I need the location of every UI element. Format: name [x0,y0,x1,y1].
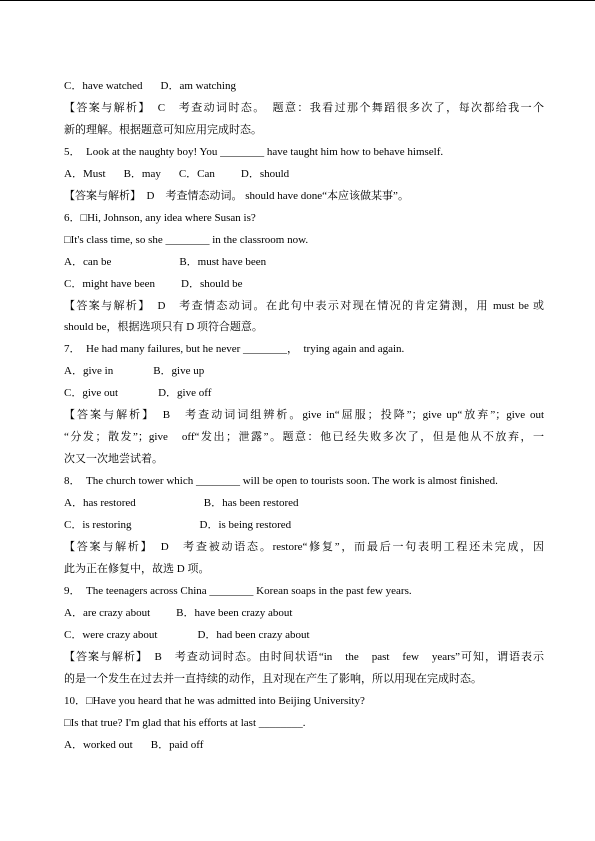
option-text: C．give out [64,387,119,400]
option-text: B．must have been [179,255,267,268]
text-line [64,540,544,554]
text-line [64,167,544,181]
option-text: A．worked out [64,738,133,751]
line-text: 【答案与解析】 C 考查动词时态。 题意：我看过那个舞蹈很多次了，每次都给我一个 [64,101,544,114]
text-line [64,342,544,356]
line-text: □Is that true? I'm glad that his efforts at last ________. [64,716,306,729]
top-rule [0,0,595,1]
text-line [64,101,544,115]
option-text: D．give off [158,387,212,400]
option-text: A．Must [64,167,106,180]
option-text: D．had been crazy about [197,628,310,641]
line-text: 【答案与解析】 D 考查情态动词。在此句中表示对现在情况的肯定猜测，用 must be 或 [64,299,544,312]
text-line [64,650,544,664]
line-text: 【答案与解析】 D 考查被动语态。restore“修复”，而最后一句表明工程还未完成，因 [64,540,544,553]
text-line [64,123,544,137]
line-text: “分发；散发”；give off“发出；泄露”。题意：他已经失败多次了，但是他从不放弃，一 [64,431,544,444]
option-text: B．give up [153,365,205,378]
option-text: A．are crazy about [64,606,151,619]
text-line [64,452,544,466]
option-text: D．should [240,167,290,180]
line-text: 【答案与解析】 B 考查动词词组辨析。give in“屈服；投降”；give up“放弃”；give out [64,409,544,422]
line-text: 次又一次地尝试着。 [64,453,163,466]
text-line [64,584,544,598]
option-text: A．can be [64,255,112,268]
text-line [64,233,544,247]
line-text: 5． Look at the naughty boy! You ________ have taught him how to behave himself. [64,145,444,158]
option-text: B．may [123,167,161,180]
option-text: D．should be [181,277,243,290]
line-text: 7． He had many failures, but he never ________， trying again and again. [64,343,405,356]
text-line [64,364,544,378]
option-text: A．has restored [64,497,136,510]
text-line [64,255,544,269]
text-line [64,386,544,400]
text-line [64,299,544,313]
option-text: D．is being restored [199,519,292,531]
option-text: D．am watching [160,80,236,92]
text-line [64,628,544,642]
text-line [64,474,544,488]
text-line [64,606,544,620]
text-line [64,408,544,422]
line-text: 的是一个发生在过去并一直持续的动作，且对现在产生了影响，所以用现在完成时态。 [64,672,482,685]
text-line [64,518,544,532]
option-text: C．have watched [64,80,143,92]
text-line [64,716,544,730]
option-text: C．were crazy about [64,628,158,641]
line-text: 【答案与解析】 B 考查动词时态。由时间状语“in the past few years”可知，谓语表示 [64,650,544,663]
line-text: 8． The church tower which ________ will be open to tourists soon. The work is almost finished. [64,475,498,488]
text-line [64,430,544,444]
option-text: A．give in [64,365,114,378]
option-text: C．might have been [64,277,156,290]
text-line [64,145,544,159]
text-line [64,320,544,334]
text-line [64,738,544,752]
line-text: 【答案与解析】 D 考查情态动词。 should have done“本应该做某事”。 [64,189,409,202]
text-line [64,277,544,291]
line-text: 新的理解。根据题意可知应用完成时态。 [64,123,262,136]
text-line [64,496,544,510]
option-text: C．Can [178,167,215,180]
text-line [64,189,544,203]
text-line [64,694,544,708]
line-text: 10．□Have you heard that he was admitted into Beijing University? [64,694,365,707]
option-text: B．paid off [150,738,204,751]
option-text: B．has been restored [203,497,299,510]
line-text: 6．□Hi, Johnson, any idea where Susan is? [64,211,256,224]
option-text: C．is restoring [64,519,132,531]
text-line [64,562,544,576]
text-line [64,672,544,686]
line-text: should be，根据选项只有 D 项符合题意。 [64,321,263,334]
line-text: 此为正在修复中，故选 D 项。 [64,562,210,575]
line-text: □It's class time, so she ________ in the classroom now. [64,233,309,246]
text-line [64,211,544,225]
text-line [64,79,544,93]
option-text: B．have been crazy about [176,606,293,619]
line-text: 9． The teenagers across China ________ Korean soaps in the past few years. [64,584,412,597]
